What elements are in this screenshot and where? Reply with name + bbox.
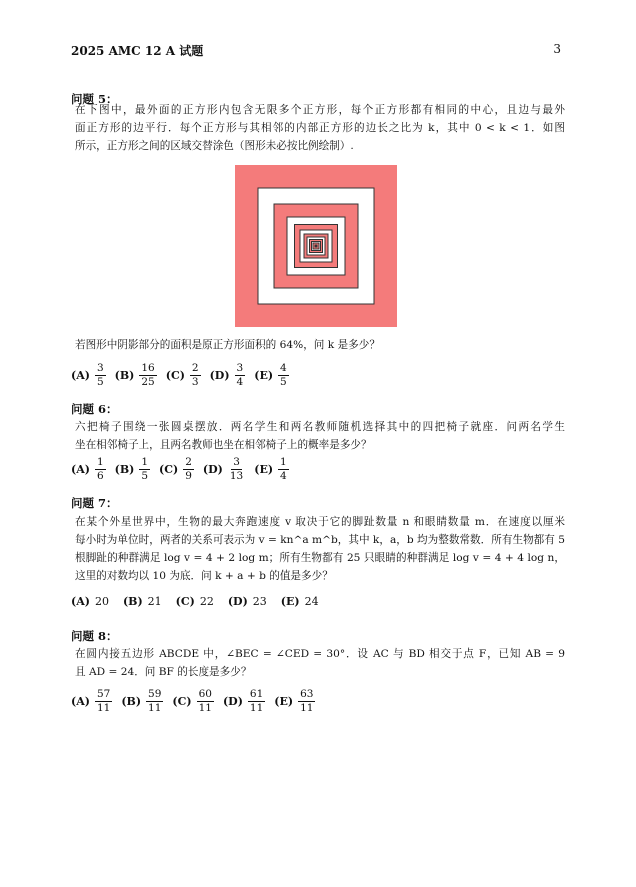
problem-7-title: 问题 7： xyxy=(71,496,118,510)
problem-8-line: 在圆内接五边形 ABCDE 中，∠BEC = ∠CED = 30°．设 AC 与 BD 相交于点 F，已知 AB = 9 xyxy=(75,648,565,660)
answer-choice-c[interactable]: (C) $\frac{60}{11}$ xyxy=(172,687,212,714)
problem-5-line: 在下图中，最外面的正方形内包含无限多个正方形，每个正方形都有相同的中心，且边与最外 xyxy=(75,104,565,116)
answer-choice-a[interactable]: (A) 20 xyxy=(71,594,109,608)
problem-5-text xyxy=(75,101,565,155)
answer-choice-a[interactable]: (A) $\frac{3}{5}$ xyxy=(71,361,104,388)
problem-6-title: 问题 6： xyxy=(71,402,118,416)
problem-6-choices xyxy=(71,449,298,489)
problem-7-line: 根脚趾的种群满足 log v = 4 + 2 log m；所有生物都有 25 只眼睛的种群满足 log v = 4 + 4 log n， xyxy=(75,552,565,564)
problem-5-line: 面正方形的边平行．每个正方形与其相邻的内部正方形的边长之比为 k，其中 0 < k < 1．如图 xyxy=(75,122,565,134)
problem-7-line: 这里的对数均以 10 为底．问 k + a + b 的值是多少？ xyxy=(75,570,333,582)
problem-7-line: 每小时为单位时，两者的关系可表示为 v = kn^a m^b，其中 k，a，b 均为整数常数．所有生物都有 5 xyxy=(75,534,565,546)
answer-choice-b[interactable]: (B) $\frac{16}{25}$ xyxy=(114,361,155,388)
problem-8-choices xyxy=(71,681,324,721)
problem-5-question xyxy=(75,336,565,354)
answer-choice-c[interactable]: (C) $\frac{2}{3}$ xyxy=(165,361,199,388)
answer-choice-e[interactable]: (E) 24 xyxy=(280,594,319,608)
answer-choice-a[interactable]: (A) $\frac{1}{6}$ xyxy=(71,455,104,482)
problem-8-text xyxy=(75,645,565,681)
problem-7-line: 在某个外星世界中，生物的最大奔跑速度 v 取决于它的脚趾数量 n 和眼睛数量 m．在速度以厘米 xyxy=(75,516,565,528)
answer-choice-d[interactable]: (D) $\frac{61}{11}$ xyxy=(222,687,264,714)
answer-choice-e[interactable]: (E) $\frac{1}{4}$ xyxy=(254,455,287,482)
problem-5-title: 问题 5： xyxy=(71,92,118,106)
answer-choice-d[interactable]: (D) 23 xyxy=(227,594,267,608)
answer-choice-b[interactable]: (B) $\frac{1}{5}$ xyxy=(114,455,149,482)
problem-8-title: 问题 8： xyxy=(71,629,118,643)
problem-7-text xyxy=(75,513,565,585)
problem-5-choices xyxy=(71,355,298,395)
problem-7-choices xyxy=(71,581,333,621)
answer-choice-b[interactable]: (B) 21 xyxy=(122,594,162,608)
answer-choice-e[interactable]: (E) $\frac{4}{5}$ xyxy=(254,361,287,388)
answer-choice-d[interactable]: (D) $\frac{3}{13}$ xyxy=(202,455,244,482)
problem-6-line: 坐在相邻椅子上，且两名教师也坐在相邻椅子上的概率是多少？ xyxy=(75,439,372,451)
answer-choice-d[interactable]: (D) $\frac{3}{4}$ xyxy=(209,361,244,388)
nested-squares-figure xyxy=(235,165,397,327)
answer-choice-a[interactable]: (A) $\frac{57}{11}$ xyxy=(71,687,111,714)
answer-choice-b[interactable]: (B) $\frac{59}{11}$ xyxy=(121,687,162,714)
page-number: 3 xyxy=(553,42,561,56)
answer-choice-e[interactable]: (E) $\frac{63}{11}$ xyxy=(274,687,314,714)
problem-8-line: 且 AD = 24．问 BF 的长度是多少？ xyxy=(75,666,252,678)
problem-5-line: 所示，正方形之间的区域交替涂色（图形未必按比例绘制）. xyxy=(75,140,354,152)
problem-6-line: 六把椅子围绕一张圆桌摆放．两名学生和两名教师随机选择其中的四把椅子就座．问两名学生 xyxy=(75,421,565,433)
problem-5-question-line: 若图形中阴影部分的面积是原正方形面积的 64%，问 k 是多少？ xyxy=(75,339,380,351)
page-header xyxy=(71,42,561,58)
header-title: 2025 AMC 12 A 试题 xyxy=(71,44,204,58)
square-12 xyxy=(315,245,318,248)
answer-choice-c[interactable]: (C) 22 xyxy=(175,594,214,608)
answer-choice-c[interactable]: (C) $\frac{2}{9}$ xyxy=(159,455,192,482)
